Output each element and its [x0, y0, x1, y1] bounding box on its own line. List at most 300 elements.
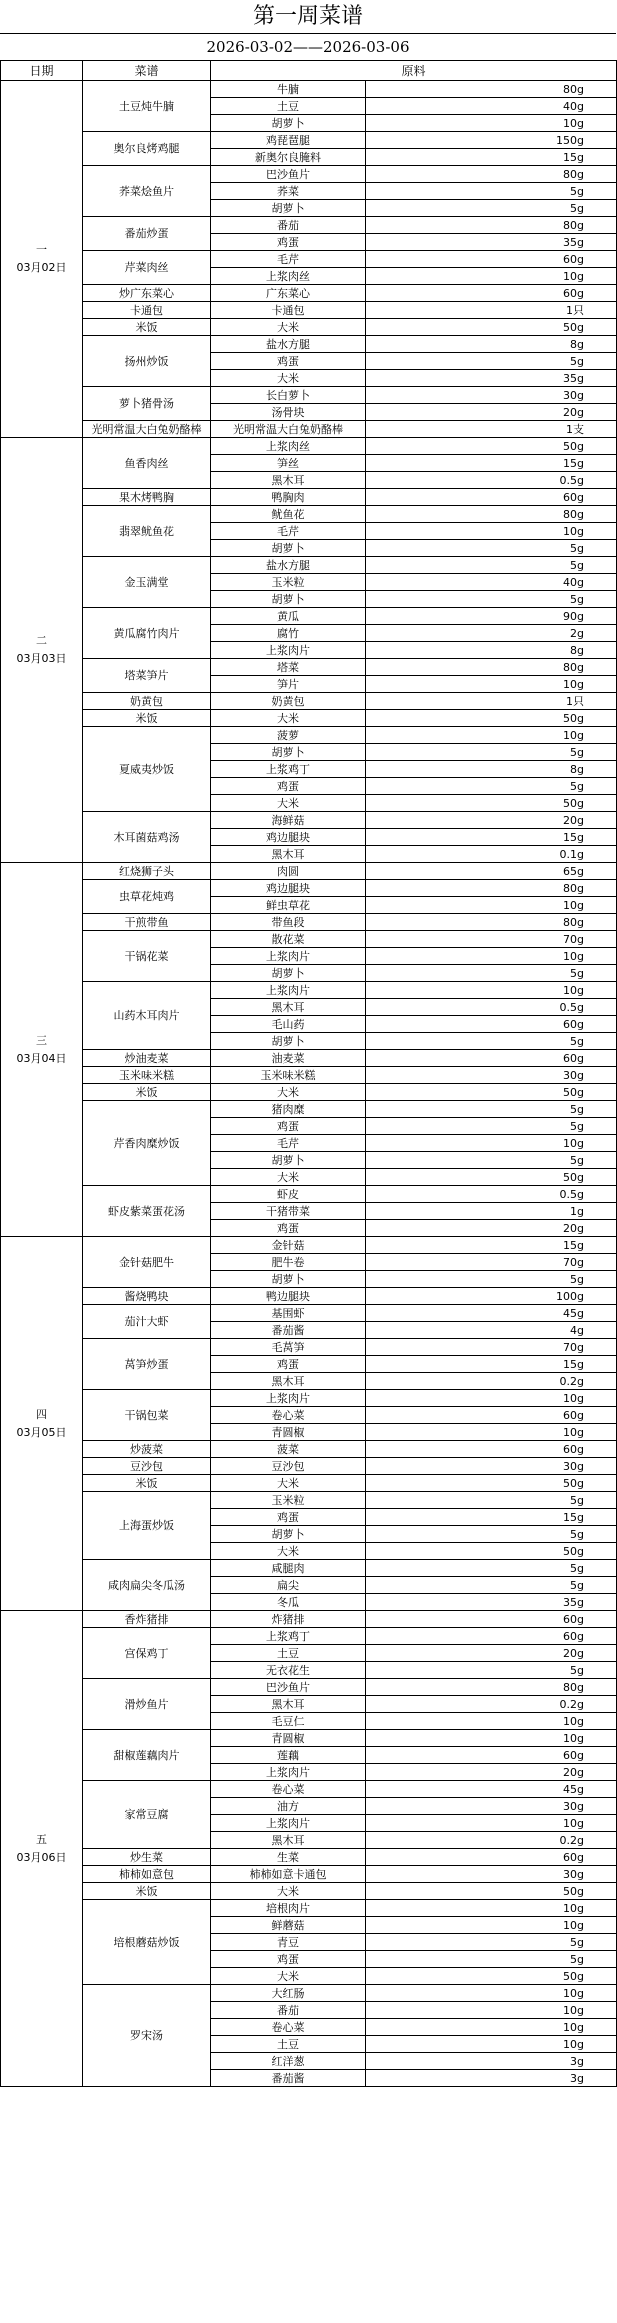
ingredient-quantity: 60g: [366, 251, 617, 268]
table-row: [1, 914, 617, 931]
ingredient-name: 胡萝卜: [211, 200, 366, 217]
ingredient-name: 扁尖: [211, 1577, 366, 1594]
dish-name: 炒菠菜: [83, 1441, 211, 1458]
dish-name: 培根蘑菇炒饭: [83, 1900, 211, 1985]
ingredient-quantity: 5g: [366, 1560, 617, 1577]
table-row: [1, 1101, 617, 1118]
ingredient-quantity: 5g: [366, 778, 617, 795]
ingredient-quantity: 50g: [366, 710, 617, 727]
ingredient-quantity: 8g: [366, 336, 617, 353]
ingredient-quantity: 2g: [366, 625, 617, 642]
ingredient-quantity: 10g: [366, 727, 617, 744]
ingredient-name: 黑木耳: [211, 846, 366, 863]
table-row: [1, 387, 617, 404]
ingredient-name: 毛芹: [211, 251, 366, 268]
ingredient-name: 胡萝卜: [211, 1526, 366, 1543]
ingredient-name: 青豆: [211, 1934, 366, 1951]
ingredient-quantity: 1支: [366, 421, 617, 438]
table-row: [1, 982, 617, 999]
ingredient-quantity: 1只: [366, 693, 617, 710]
table-row: [1, 1611, 617, 1628]
ingredient-quantity: 3g: [366, 2053, 617, 2070]
dish-name: 豆沙包: [83, 1458, 211, 1475]
table-row: [1, 931, 617, 948]
ingredient-quantity: 50g: [366, 438, 617, 455]
ingredient-name: 鸡蛋: [211, 1509, 366, 1526]
ingredient-quantity: 40g: [366, 98, 617, 115]
ingredient-quantity: 35g: [366, 370, 617, 387]
dish-name: 宫保鸡丁: [83, 1628, 211, 1679]
header-dish: 菜谱: [83, 61, 211, 81]
ingredient-quantity: 5g: [366, 1934, 617, 1951]
day-cell: [1, 81, 83, 438]
ingredient-name: 大米: [211, 1543, 366, 1560]
ingredient-quantity: 50g: [366, 1475, 617, 1492]
ingredient-name: 大米: [211, 1084, 366, 1101]
ingredient-name: 塔菜: [211, 659, 366, 676]
ingredient-name: 油方: [211, 1798, 366, 1815]
ingredient-name: 大米: [211, 795, 366, 812]
ingredient-name: 干猪带菜: [211, 1203, 366, 1220]
ingredient-quantity: 1只: [366, 302, 617, 319]
weekday-label: 一: [36, 243, 47, 256]
table-row: [1, 285, 617, 302]
table-row: [1, 1458, 617, 1475]
ingredient-name: 鸭边腿块: [211, 1288, 366, 1305]
table-row: [1, 1067, 617, 1084]
table-row: [1, 693, 617, 710]
ingredient-quantity: 20g: [366, 1645, 617, 1662]
ingredient-quantity: 70g: [366, 931, 617, 948]
ingredient-name: 大米: [211, 1169, 366, 1186]
dish-name: 香炸猪排: [83, 1611, 211, 1628]
dish-name: 咸肉扁尖冬瓜汤: [83, 1560, 211, 1611]
ingredient-quantity: 90g: [366, 608, 617, 625]
dish-name: 甜椒莲藕肉片: [83, 1730, 211, 1781]
ingredient-name: 大红肠: [211, 1985, 366, 2002]
date-label: 03月02日: [16, 261, 67, 274]
dish-name: 卡通包: [83, 302, 211, 319]
table-row: [1, 1441, 617, 1458]
day-cell: [1, 1237, 83, 1611]
ingredient-quantity: 15g: [366, 1237, 617, 1254]
ingredient-name: 卷心菜: [211, 2019, 366, 2036]
dish-name: 炒生菜: [83, 1849, 211, 1866]
table-row: [1, 1237, 617, 1254]
ingredient-name: 带鱼段: [211, 914, 366, 931]
ingredient-quantity: 60g: [366, 1050, 617, 1067]
ingredient-name: 咸腿肉: [211, 1560, 366, 1577]
dish-name: 干锅花菜: [83, 931, 211, 982]
date-range: 2026-03-02——2026-03-06: [0, 33, 616, 60]
ingredient-quantity: 50g: [366, 1169, 617, 1186]
ingredient-quantity: 0.5g: [366, 472, 617, 489]
ingredient-quantity: 0.2g: [366, 1373, 617, 1390]
ingredient-name: 豆沙包: [211, 1458, 366, 1475]
dish-name: 米饭: [83, 1883, 211, 1900]
dish-name: 黄瓜腐竹肉片: [83, 608, 211, 659]
ingredient-name: 金针菇: [211, 1237, 366, 1254]
ingredient-quantity: 50g: [366, 1968, 617, 1985]
table-row: [1, 1305, 617, 1322]
ingredient-name: 胡萝卜: [211, 1271, 366, 1288]
ingredient-quantity: 8g: [366, 761, 617, 778]
ingredient-quantity: 35g: [366, 234, 617, 251]
day-cell: [1, 1611, 83, 2087]
ingredient-name: 盐水方腿: [211, 557, 366, 574]
ingredient-name: 土豆: [211, 2036, 366, 2053]
ingredient-name: 笋片: [211, 676, 366, 693]
dish-name: 芹香肉糜炒饭: [83, 1101, 211, 1186]
dish-name: 木耳菌菇鸡汤: [83, 812, 211, 863]
ingredient-name: 上浆鸡丁: [211, 761, 366, 778]
table-row: [1, 421, 617, 438]
ingredient-quantity: 10g: [366, 1135, 617, 1152]
ingredient-name: 上浆鸡丁: [211, 1628, 366, 1645]
date-label: 03月06日: [16, 1850, 67, 1864]
ingredient-quantity: 80g: [366, 914, 617, 931]
dish-name: 奶黄包: [83, 693, 211, 710]
ingredient-name: 笋丝: [211, 455, 366, 472]
ingredient-quantity: 40g: [366, 574, 617, 591]
table-row: [1, 812, 617, 829]
ingredient-name: 黑木耳: [211, 472, 366, 489]
ingredient-name: 青圆椒: [211, 1730, 366, 1747]
ingredient-quantity: 60g: [366, 489, 617, 506]
ingredient-name: 土豆: [211, 98, 366, 115]
ingredient-quantity: 60g: [366, 1747, 617, 1764]
ingredient-name: 胡萝卜: [211, 115, 366, 132]
ingredient-name: 大米: [211, 1968, 366, 1985]
table-row: [1, 1390, 617, 1407]
ingredient-name: 肥牛卷: [211, 1254, 366, 1271]
ingredient-name: 番茄: [211, 2002, 366, 2019]
header-date: 日期: [1, 61, 83, 81]
ingredient-quantity: 15g: [366, 829, 617, 846]
ingredient-name: 大米: [211, 710, 366, 727]
day-cell: [1, 863, 83, 1237]
table-row: [1, 166, 617, 183]
dish-name: 金针菇肥牛: [83, 1237, 211, 1288]
table-row: [1, 302, 617, 319]
ingredient-name: 大米: [211, 319, 366, 336]
ingredient-quantity: 70g: [366, 1339, 617, 1356]
table-row: [1, 880, 617, 897]
ingredient-quantity: 0.5g: [366, 1186, 617, 1203]
ingredient-name: 长白萝卜: [211, 387, 366, 404]
dish-name: 炒油麦菜: [83, 1050, 211, 1067]
menu-table: [0, 60, 617, 2087]
ingredient-name: 冬瓜: [211, 1594, 366, 1611]
ingredient-name: 鸡边腿块: [211, 829, 366, 846]
table-row: [1, 251, 617, 268]
table-row: [1, 1339, 617, 1356]
ingredient-quantity: 0.2g: [366, 1696, 617, 1713]
ingredient-name: 毛芹: [211, 1135, 366, 1152]
ingredient-quantity: 30g: [366, 1866, 617, 1883]
dish-name: 米饭: [83, 1475, 211, 1492]
ingredient-quantity: 60g: [366, 1441, 617, 1458]
ingredient-quantity: 80g: [366, 81, 617, 98]
ingredient-quantity: 60g: [366, 1849, 617, 1866]
ingredient-name: 肉圆: [211, 863, 366, 880]
ingredient-quantity: 5g: [366, 540, 617, 557]
ingredient-quantity: 80g: [366, 880, 617, 897]
ingredient-quantity: 10g: [366, 948, 617, 965]
ingredient-name: 毛豆仁: [211, 1713, 366, 1730]
dish-name: 家常豆腐: [83, 1781, 211, 1849]
ingredient-name: 黑木耳: [211, 1696, 366, 1713]
ingredient-name: 毛芹: [211, 523, 366, 540]
ingredient-quantity: 50g: [366, 1543, 617, 1560]
dish-name: 奥尔良烤鸡腿: [83, 132, 211, 166]
ingredient-quantity: 5g: [366, 200, 617, 217]
ingredient-name: 卷心菜: [211, 1407, 366, 1424]
ingredient-quantity: 5g: [366, 1662, 617, 1679]
ingredient-quantity: 15g: [366, 1356, 617, 1373]
ingredient-name: 鸭胸肉: [211, 489, 366, 506]
weekday-label: 四: [36, 1407, 47, 1421]
ingredient-name: 番茄酱: [211, 1322, 366, 1339]
ingredient-quantity: 10g: [366, 1815, 617, 1832]
table-row: [1, 727, 617, 744]
table-row: [1, 1475, 617, 1492]
ingredient-quantity: 5g: [366, 591, 617, 608]
table-row: [1, 1900, 617, 1917]
ingredient-name: 胡萝卜: [211, 965, 366, 982]
ingredient-name: 大米: [211, 370, 366, 387]
ingredient-name: 鲜虫草花: [211, 897, 366, 914]
ingredient-name: 黑木耳: [211, 1832, 366, 1849]
ingredient-quantity: 20g: [366, 1220, 617, 1237]
ingredient-name: 鸡蛋: [211, 1118, 366, 1135]
ingredient-quantity: 30g: [366, 387, 617, 404]
day-cell: [1, 438, 83, 863]
dish-name: 金玉满堂: [83, 557, 211, 608]
dish-name: 红烧狮子头: [83, 863, 211, 880]
ingredient-quantity: 45g: [366, 1305, 617, 1322]
ingredient-quantity: 10g: [366, 2002, 617, 2019]
ingredient-quantity: 4g: [366, 1322, 617, 1339]
dish-name: 干煎带鱼: [83, 914, 211, 931]
ingredient-quantity: 10g: [366, 1713, 617, 1730]
ingredient-quantity: 10g: [366, 1900, 617, 1917]
table-row: [1, 336, 617, 353]
dish-name: 芹菜肉丝: [83, 251, 211, 285]
ingredient-name: 青圆椒: [211, 1424, 366, 1441]
dish-name: 滑炒鱼片: [83, 1679, 211, 1730]
menu-body: [1, 81, 617, 2087]
ingredient-quantity: 60g: [366, 1628, 617, 1645]
ingredient-quantity: 60g: [366, 1611, 617, 1628]
dish-name: 扬州炒饭: [83, 336, 211, 387]
table-row: [1, 506, 617, 523]
dish-name: 柿柿如意包: [83, 1866, 211, 1883]
ingredient-quantity: 10g: [366, 897, 617, 914]
date-label: 03月05日: [16, 1425, 67, 1439]
table-row: [1, 710, 617, 727]
ingredient-name: 光明常温大白兔奶酪棒: [211, 421, 366, 438]
ingredient-quantity: 0.2g: [366, 1832, 617, 1849]
ingredient-quantity: 20g: [366, 404, 617, 421]
ingredient-quantity: 100g: [366, 1288, 617, 1305]
ingredient-quantity: 10g: [366, 268, 617, 285]
table-row: [1, 1679, 617, 1696]
ingredient-name: 鸡蛋: [211, 1220, 366, 1237]
ingredient-name: 玉米味米糕: [211, 1067, 366, 1084]
dish-name: 虫草花炖鸡: [83, 880, 211, 914]
ingredient-name: 番茄: [211, 217, 366, 234]
ingredient-quantity: 15g: [366, 455, 617, 472]
ingredient-name: 胡萝卜: [211, 1152, 366, 1169]
ingredient-name: 黑木耳: [211, 999, 366, 1016]
ingredient-quantity: 35g: [366, 1594, 617, 1611]
table-row: [1, 1866, 617, 1883]
ingredient-quantity: 60g: [366, 285, 617, 302]
table-row: [1, 557, 617, 574]
dish-name: 夏威夷炒饭: [83, 727, 211, 812]
ingredient-name: 红洋葱: [211, 2053, 366, 2070]
ingredient-quantity: 5g: [366, 1271, 617, 1288]
ingredient-name: 毛山药: [211, 1016, 366, 1033]
ingredient-name: 鸡蛋: [211, 1951, 366, 1968]
ingredient-name: 基围虾: [211, 1305, 366, 1322]
ingredient-name: 上浆肉片: [211, 982, 366, 999]
ingredient-quantity: 5g: [366, 1526, 617, 1543]
ingredient-quantity: 80g: [366, 166, 617, 183]
ingredient-name: 胡萝卜: [211, 1033, 366, 1050]
ingredient-quantity: 10g: [366, 523, 617, 540]
ingredient-name: 上浆肉片: [211, 642, 366, 659]
ingredient-name: 荞菜: [211, 183, 366, 200]
ingredient-name: 炸猪排: [211, 1611, 366, 1628]
ingredient-quantity: 15g: [366, 1509, 617, 1526]
ingredient-name: 玉米粒: [211, 1492, 366, 1509]
ingredient-quantity: 5g: [366, 183, 617, 200]
ingredient-name: 海鲜菇: [211, 812, 366, 829]
ingredient-quantity: 10g: [366, 1985, 617, 2002]
ingredient-quantity: 5g: [366, 965, 617, 982]
ingredient-quantity: 30g: [366, 1458, 617, 1475]
date-label: 03月04日: [16, 1051, 67, 1065]
ingredient-quantity: 80g: [366, 217, 617, 234]
dish-name: 罗宋汤: [83, 1985, 211, 2087]
ingredient-name: 巴沙鱼片: [211, 1679, 366, 1696]
ingredient-name: 猪肉糜: [211, 1101, 366, 1118]
ingredient-quantity: 50g: [366, 795, 617, 812]
ingredient-name: 油麦菜: [211, 1050, 366, 1067]
ingredient-quantity: 80g: [366, 1679, 617, 1696]
table-row: [1, 81, 617, 98]
dish-name: 翡翠鱿鱼花: [83, 506, 211, 557]
ingredient-quantity: 10g: [366, 1917, 617, 1934]
ingredient-quantity: 10g: [366, 982, 617, 999]
ingredient-name: 大米: [211, 1475, 366, 1492]
ingredient-name: 柿柿如意卡通包: [211, 1866, 366, 1883]
date-label: 03月03日: [16, 652, 67, 665]
header-ingredients: 原料: [211, 61, 617, 81]
table-row: [1, 863, 617, 880]
ingredient-quantity: 5g: [366, 1152, 617, 1169]
ingredient-name: 上浆肉丝: [211, 438, 366, 455]
dish-name: 玉米味米糕: [83, 1067, 211, 1084]
ingredient-quantity: 20g: [366, 812, 617, 829]
ingredient-name: 鱿鱼花: [211, 506, 366, 523]
dish-name: 果木烤鸭胸: [83, 489, 211, 506]
table-row: [1, 1628, 617, 1645]
dish-name: 萝卜猪骨汤: [83, 387, 211, 421]
ingredient-quantity: 5g: [366, 353, 617, 370]
ingredient-name: 鸡琵琶腿: [211, 132, 366, 149]
dish-name: 山药木耳肉片: [83, 982, 211, 1050]
dish-name: 荞菜烩鱼片: [83, 166, 211, 217]
dish-name: 光明常温大白兔奶酪棒: [83, 421, 211, 438]
ingredient-quantity: 5g: [366, 1577, 617, 1594]
ingredient-quantity: 150g: [366, 132, 617, 149]
ingredient-quantity: 50g: [366, 1084, 617, 1101]
table-row: [1, 132, 617, 149]
ingredient-name: 虾皮: [211, 1186, 366, 1203]
dish-name: 番茄炒蛋: [83, 217, 211, 251]
ingredient-name: 鸡蛋: [211, 234, 366, 251]
table-row: [1, 608, 617, 625]
ingredient-name: 毛莴笋: [211, 1339, 366, 1356]
ingredient-name: 菠萝: [211, 727, 366, 744]
ingredient-name: 鸡蛋: [211, 1356, 366, 1373]
dish-name: 米饭: [83, 710, 211, 727]
ingredient-quantity: 10g: [366, 2036, 617, 2053]
ingredient-quantity: 10g: [366, 1390, 617, 1407]
dish-name: 虾皮紫菜蛋花汤: [83, 1186, 211, 1237]
table-row: [1, 217, 617, 234]
ingredient-quantity: 15g: [366, 149, 617, 166]
ingredient-name: 上浆肉片: [211, 948, 366, 965]
dish-name: 茄汁大虾: [83, 1305, 211, 1339]
ingredient-name: 黄瓜: [211, 608, 366, 625]
weekday-label: 五: [36, 1832, 47, 1846]
ingredient-quantity: 5g: [366, 1101, 617, 1118]
dish-name: 米饭: [83, 1084, 211, 1101]
ingredient-name: 无衣花生: [211, 1662, 366, 1679]
dish-name: 炒广东菜心: [83, 285, 211, 302]
table-row: [1, 1883, 617, 1900]
ingredient-quantity: 1g: [366, 1203, 617, 1220]
ingredient-quantity: 3g: [366, 2070, 617, 2087]
ingredient-quantity: 45g: [366, 1781, 617, 1798]
ingredient-name: 新奥尔良腌料: [211, 149, 366, 166]
ingredient-name: 卷心菜: [211, 1781, 366, 1798]
ingredient-quantity: 5g: [366, 744, 617, 761]
ingredient-name: 腐竹: [211, 625, 366, 642]
ingredient-name: 盐水方腿: [211, 336, 366, 353]
weekday-label: 二: [36, 634, 47, 647]
ingredient-name: 胡萝卜: [211, 744, 366, 761]
ingredient-quantity: 10g: [366, 1730, 617, 1747]
ingredient-quantity: 80g: [366, 506, 617, 523]
ingredient-name: 胡萝卜: [211, 591, 366, 608]
ingredient-name: 巴沙鱼片: [211, 166, 366, 183]
dish-name: 塔菜笋片: [83, 659, 211, 693]
ingredient-name: 上浆肉片: [211, 1815, 366, 1832]
ingredient-name: 鸡蛋: [211, 778, 366, 795]
ingredient-name: 牛腩: [211, 81, 366, 98]
ingredient-quantity: 30g: [366, 1798, 617, 1815]
ingredient-quantity: 50g: [366, 319, 617, 336]
dish-name: 莴笋炒蛋: [83, 1339, 211, 1390]
ingredient-quantity: 5g: [366, 1033, 617, 1050]
ingredient-quantity: 10g: [366, 2019, 617, 2036]
ingredient-name: 卡通包: [211, 302, 366, 319]
